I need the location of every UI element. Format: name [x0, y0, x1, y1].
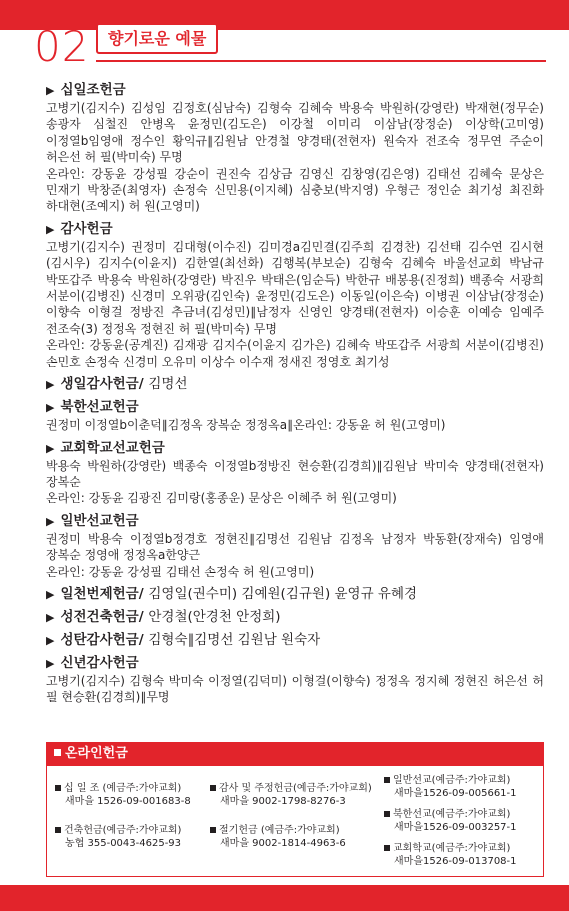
account-entry — [384, 842, 517, 868]
triangle-bullet-icon: ▶ — [46, 514, 55, 528]
donor-names-inline: 김형숙∥김명선 김원남 원숙자 — [148, 631, 321, 648]
account-label: 교회학교(예금주:가야교회) — [393, 843, 511, 854]
section-heading: 성탄감사헌금/ — [60, 631, 144, 648]
donor-list-online: 온라인: 강동윤 강성필 강순이 권진숙 김상금 김영신 김창영(김은영) 김태선 김혜숙 문상은 민재기 박창준(최영자) 손정숙 신민용(이지혜) 심충보(박지영) 우형근 정인순 최기성 최진화 하대현(조예지) 허 원(고영미) — [46, 166, 544, 214]
section-heading: 십일조헌금 — [60, 82, 126, 98]
donor-names-inline: 김영일(권수미) 김예원(김규원) 윤영규 유혜경 — [148, 585, 418, 602]
donor-list: 고병기(김지수) 김형숙 박미숙 이정열(김덕미) 이형걸(이향숙) 정정옥 정지혜 정현진 허은선 허 필 현승환(김경희)∥무명 — [46, 673, 544, 705]
online-accounts-box — [46, 766, 544, 877]
account-label: 절기헌금 (예금주:가야교회) — [219, 825, 340, 836]
square-bullet-icon — [55, 785, 61, 791]
triangle-bullet-icon: ▶ — [46, 378, 55, 392]
online-offering-header — [46, 742, 544, 766]
account-entry — [210, 782, 372, 808]
bottom-red-band — [0, 885, 569, 911]
offering-section — [46, 376, 544, 393]
donor-list-online: 온라인: 강동윤 김광진 김미랑(홍종운) 문상은 이혜주 허 원(고영미) — [46, 491, 397, 506]
offering-section — [46, 609, 544, 626]
donor-list: 권정미 이정열b이춘덕∥김정옥 장복순 정정옥a∥온라인: 강동윤 허 원(고영미) — [46, 418, 446, 433]
online-offering-title: 온라인헌금 — [65, 746, 128, 761]
section-heading: 일반선교헌금 — [60, 512, 139, 529]
account-label: 북한선교(예금주:가야교회) — [393, 809, 511, 820]
square-bullet-icon — [55, 827, 61, 833]
account-number: 새마을1526-09-003257-1 — [394, 822, 517, 833]
offering-section — [46, 440, 544, 507]
header-divider — [96, 60, 546, 62]
offering-section — [46, 221, 544, 370]
donor-list: 고병기(김지수) 권정미 김대형(이수진) 김미경a김민결(김주희 김경찬) 김선태 김수연 김시현(김시우) 김지수(이윤지) 김한열(최선화) 김행복(부보순) 김형숙 김혜숙 바울선교회 박남규 박또갑주 박용숙 박원하(강영란) 박진우 박태은(임순득) 박한규 배봉용(진정희) 백종숙 서광희 서분이(김병진) 신경미 오위광(김인숙) 윤정민(김도은) 이동일(이은숙) 이병권 이삼남(장정순) 이향숙 이형걸 정방진 추금녀(김성민)∥남정자 신영인 양경태(전현자) 이승훈 이예승 임예주 전조숙(3) 정정옥 정현진 허 필(박미숙) 무명 — [46, 239, 544, 336]
account-number: 새마을 1526-09-001683-8 — [65, 796, 191, 807]
offering-section — [46, 82, 544, 215]
triangle-bullet-icon: ▶ — [46, 587, 55, 601]
account-number: 새마을 9002-1814-4963-6 — [220, 838, 346, 849]
account-label: 일반선교(예금주:가야교회) — [393, 775, 511, 786]
account-label: 건축헌금(예금주:가야교회) — [64, 825, 182, 836]
offering-section — [46, 655, 544, 706]
page-title: 향기로운 예물 — [96, 23, 218, 54]
triangle-bullet-icon: ▶ — [46, 401, 55, 415]
section-heading: 북한선교헌금 — [60, 399, 139, 416]
square-bullet-icon — [384, 845, 390, 851]
square-bullet-icon — [210, 785, 216, 791]
account-entry — [384, 808, 517, 834]
section-number: 02 — [34, 22, 90, 71]
account-entry — [55, 782, 191, 808]
account-number: 새마을 9002-1798-8276-3 — [220, 796, 346, 807]
square-bullet-icon — [54, 749, 61, 756]
triangle-bullet-icon: ▶ — [46, 610, 55, 624]
square-bullet-icon — [384, 777, 390, 783]
account-entry — [55, 824, 181, 850]
account-number: 새마을1526-09-005661-1 — [394, 788, 517, 799]
account-number: 새마을1526-09-013708-1 — [394, 856, 517, 867]
account-entry — [210, 824, 346, 850]
section-heading: 성전건축헌금/ — [60, 608, 144, 625]
triangle-bullet-icon: ▶ — [46, 633, 55, 647]
section-heading: 감사헌금 — [60, 220, 113, 237]
donor-names-inline: 안경철(안경천 안정희) — [148, 608, 281, 625]
offering-section — [46, 586, 544, 603]
triangle-bullet-icon: ▶ — [46, 441, 55, 455]
section-heading: 생일감사헌금/ — [60, 376, 144, 393]
donor-list: 고병기(김지수) 김성임 김정호(심남숙) 김형숙 김혜숙 박용숙 박원하(강영란) 박재현(정무순) 송광자 심철진 안병옥 윤정민(김도은) 이강철 이미리 이삼남(장정순) 이상학(고미영) 이정열b임영애 정수인 황익규∥김원남 안경철 양경태(전현자) 원숙자 전조숙 정무연 주순이 허은선 허 필(박미숙) 무명 — [46, 101, 544, 165]
offering-section — [46, 632, 544, 649]
account-entry — [384, 774, 517, 800]
page-header — [0, 0, 569, 75]
offering-section — [46, 399, 544, 433]
offering-section — [46, 513, 544, 580]
section-heading: 신년감사헌금 — [60, 654, 139, 671]
account-number: 농협 355-0043-4625-93 — [65, 838, 182, 849]
triangle-bullet-icon: ▶ — [46, 222, 55, 236]
triangle-bullet-icon: ▶ — [46, 656, 55, 670]
donor-list: 권정미 박용숙 이정열b정경호 정현진∥김명선 김원남 김정옥 남정자 박동환(장재숙) 임영애 장복순 정영애 정정옥a한양근 — [46, 531, 544, 563]
section-heading: 일천번제헌금/ — [60, 585, 144, 602]
account-label: 감사 및 주정헌금(예금주:가야교회) — [219, 783, 372, 794]
offering-list — [46, 82, 544, 712]
square-bullet-icon — [210, 827, 216, 833]
triangle-bullet-icon: ▶ — [46, 84, 55, 97]
account-label: 십 일 조 (예금주:가야교회) — [64, 783, 182, 794]
donor-list: 박용숙 박원하(강영란) 백종숙 이정열b정방진 현승환(김경희)∥김원남 박미숙 양경태(전현자) 장복순 — [46, 458, 544, 489]
donor-list-online: 온라인: 강동윤 강성필 김태선 손정숙 허 원(고영미) — [46, 564, 315, 579]
section-heading: 교회학교선교헌금 — [60, 439, 165, 456]
donor-names-inline: 김명선 — [148, 376, 188, 393]
donor-list-online: 온라인: 강동윤(공계진) 김재광 김지수(이윤지 김가은) 김혜숙 박또갑주 서광희 서분이(김병진) 손민호 손정숙 신경미 오유미 이상수 이수재 정새진 정영호 최기성 — [46, 338, 544, 369]
square-bullet-icon — [384, 811, 390, 817]
